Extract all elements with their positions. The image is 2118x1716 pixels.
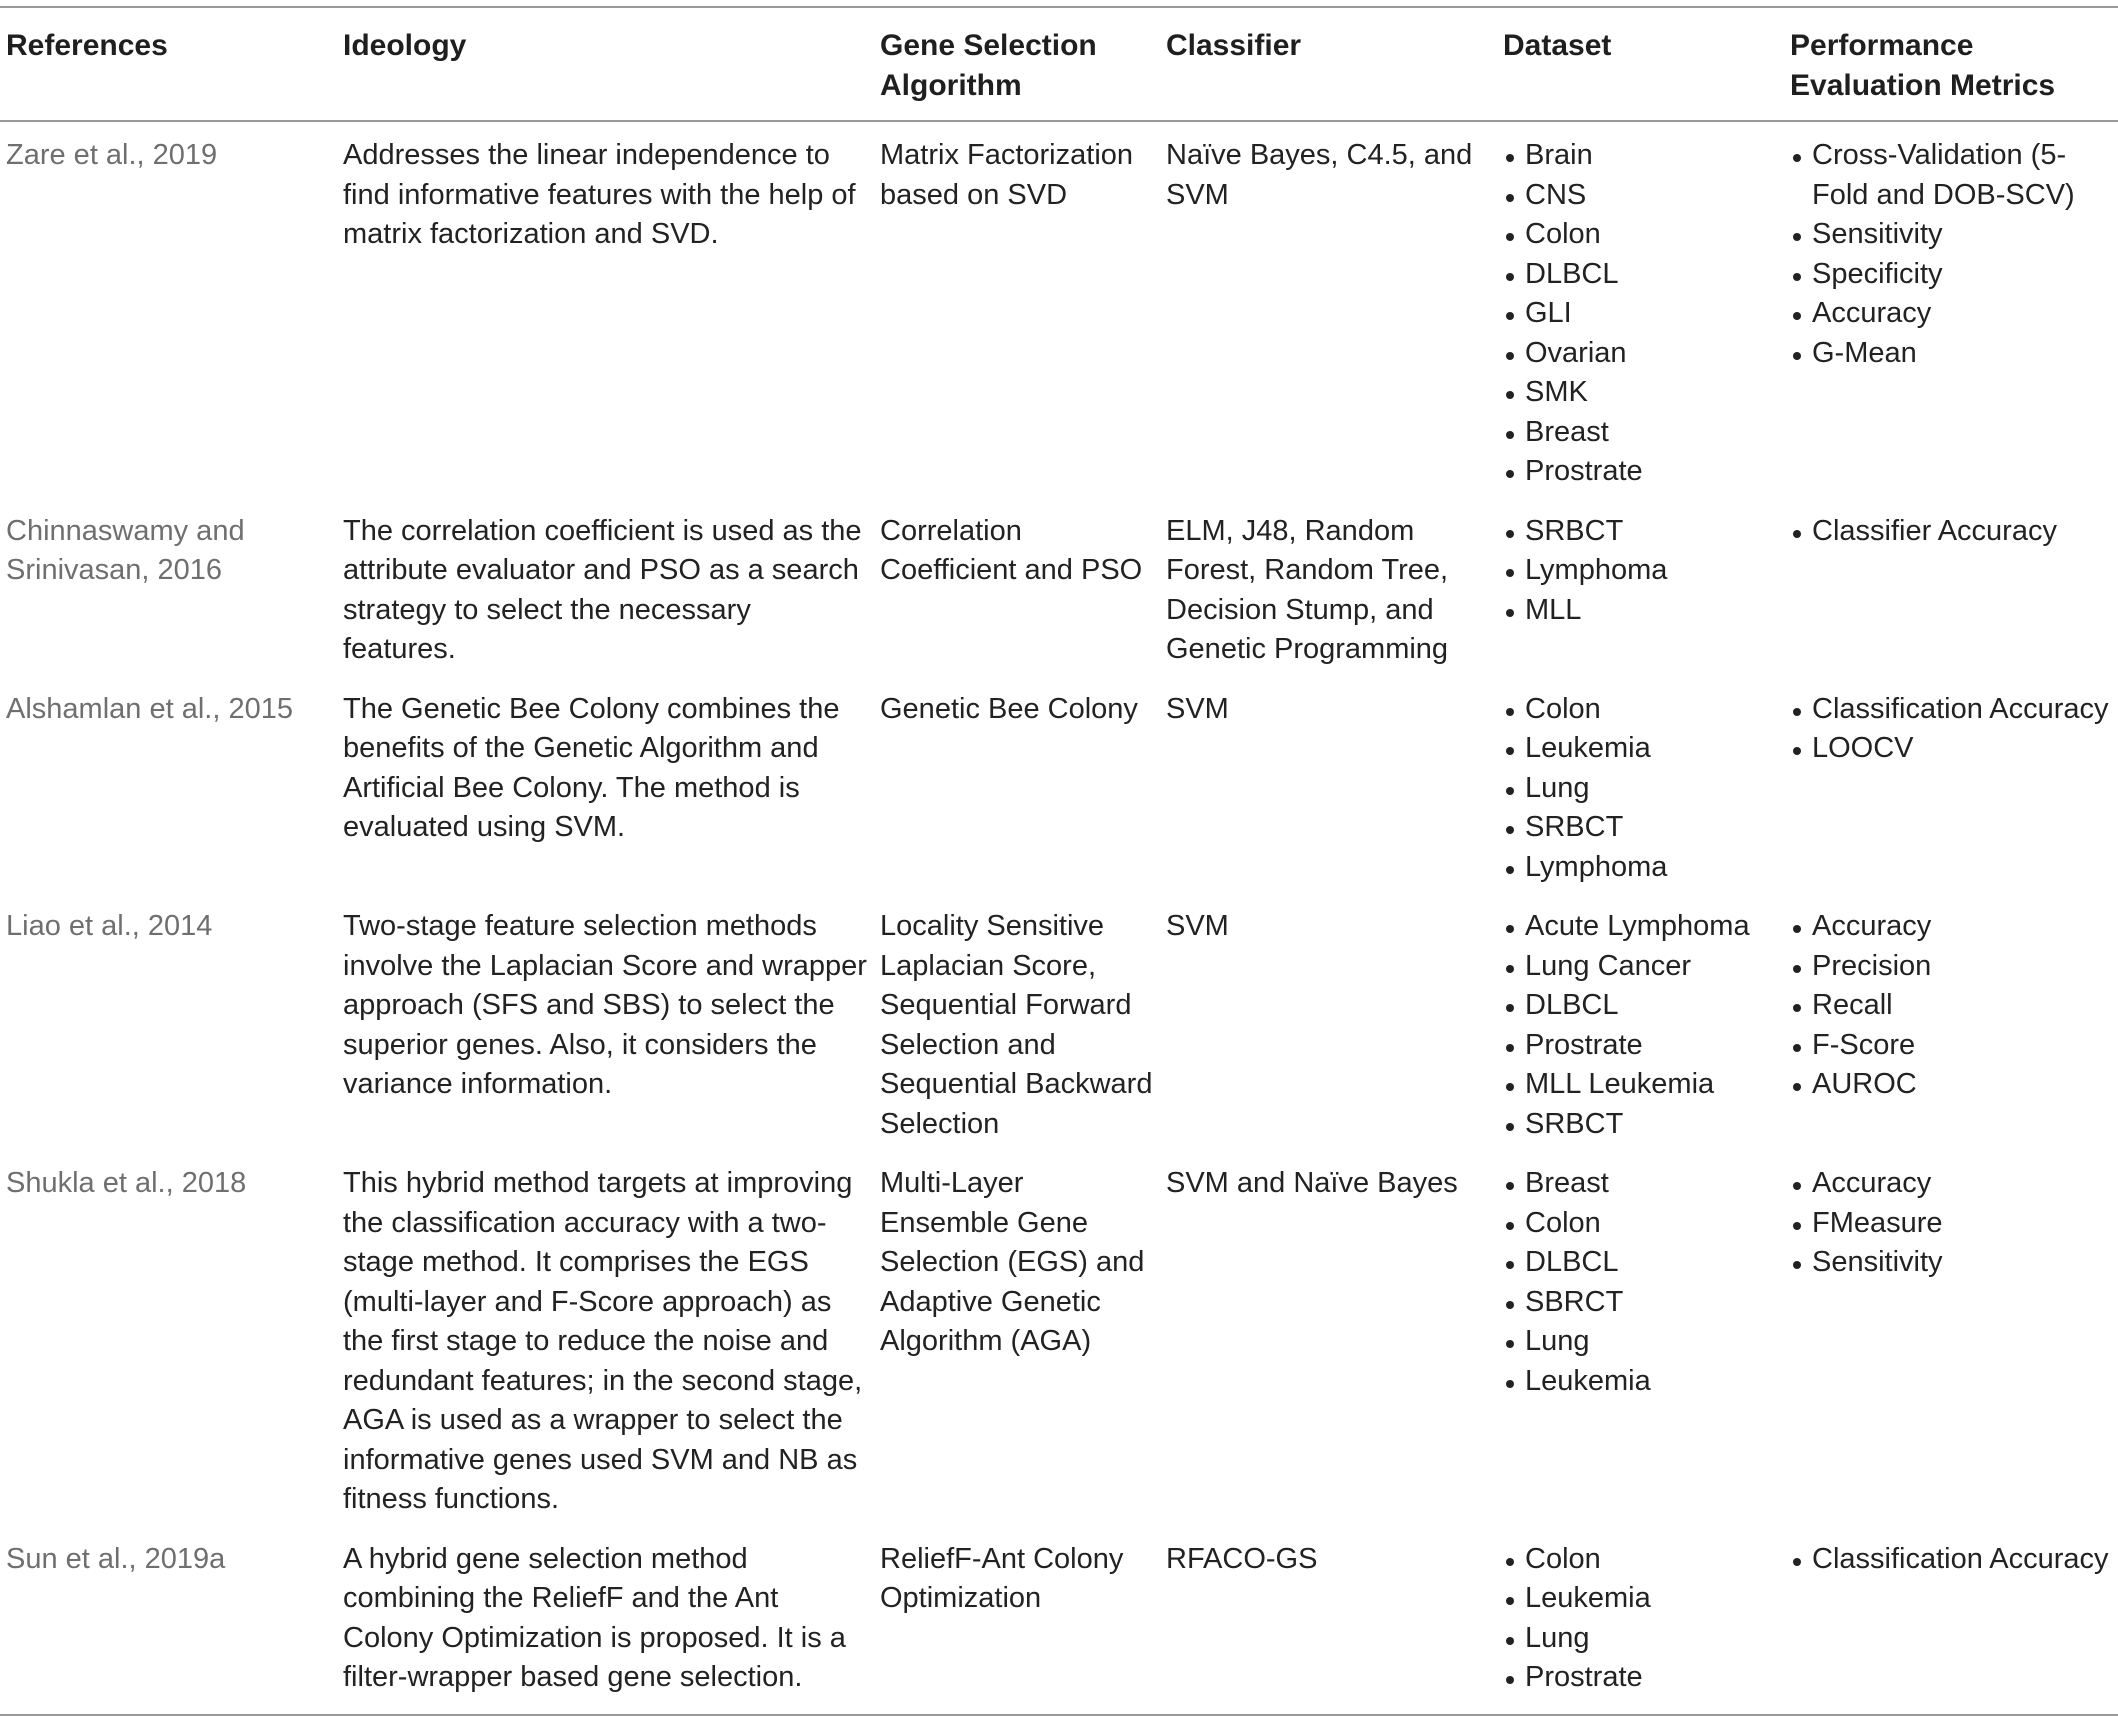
dataset-item: MLL Leukemia <box>1503 1065 1778 1105</box>
dataset-cell <box>1497 893 1784 1150</box>
metrics-cell <box>1784 676 2118 894</box>
dataset-item: Lymphoma <box>1503 848 1778 888</box>
dataset-item: SRBCT <box>1503 808 1778 848</box>
metrics-cell <box>1784 1526 2118 1715</box>
dataset-item: DLBCL <box>1503 986 1778 1026</box>
metric-item: AUROC <box>1790 1065 2112 1105</box>
classifier-cell: RFACO-GS <box>1166 1542 1318 1575</box>
metric-item: Sensitivity <box>1790 1243 2112 1283</box>
gene-selection-cell: Genetic Bee Colony <box>880 692 1138 725</box>
metric-item: Classification Accuracy <box>1790 690 2112 730</box>
ideology-cell: This hybrid method targets at improving the classification accuracy with a two-stage method. It comprises the EGS (multi-layer and F-Score approach) as the first stage to reduce the noise and redundant features; in the second stage, AGA is used as a wrapper to select the informative genes used SVM and NB as fitness functions. <box>343 1167 863 1515</box>
reference-cell: Zare et al., 2019 <box>6 139 218 171</box>
metrics-cell <box>1784 498 2118 676</box>
metrics-list <box>1790 1540 2112 1580</box>
dataset-list <box>1503 136 1778 492</box>
reference-cell: Alshamlan et al., 2015 <box>6 692 293 725</box>
reference-cell: Shukla et al., 2018 <box>6 1167 247 1199</box>
metric-item: Sensitivity <box>1790 215 2112 255</box>
dataset-item: SRBCT <box>1503 1105 1778 1145</box>
dataset-item: Lung Cancer <box>1503 947 1778 987</box>
header-dataset: Dataset <box>1503 29 1612 62</box>
metric-item: Recall <box>1790 986 2112 1026</box>
dataset-item: Colon <box>1503 690 1778 730</box>
dataset-list <box>1503 512 1778 631</box>
metric-item: Accuracy <box>1790 1164 2112 1204</box>
gene-selection-cell: Multi-Layer Ensemble Gene Selection (EGS) and Adaptive Genetic Algorithm (AGA) <box>880 1167 1145 1357</box>
dataset-cell <box>1497 1526 1784 1715</box>
classifier-cell: SVM and Naïve Bayes <box>1166 1167 1458 1199</box>
dataset-item: Leukemia <box>1503 1362 1778 1402</box>
dataset-item: Lung <box>1503 1322 1778 1362</box>
table-header-row <box>0 7 2118 121</box>
metric-item: Classifier Accuracy <box>1790 512 2112 552</box>
dataset-item: Leukemia <box>1503 729 1778 769</box>
dataset-item: Ovarian <box>1503 334 1778 374</box>
dataset-item: CNS <box>1503 176 1778 216</box>
reference-cell: Chinnaswamy and Srinivasan, 2016 <box>6 514 245 586</box>
gene-selection-cell: Correlation Coefficient and PSO <box>880 514 1143 586</box>
reference-cell: Sun et al., 2019a <box>6 1542 226 1575</box>
dataset-item: SBRCT <box>1503 1283 1778 1323</box>
metrics-list <box>1790 1164 2112 1283</box>
ideology-cell: The Genetic Bee Colony combines the benefits of the Genetic Algorithm and Artificial Bee Colony. The method is evaluated using SVM. <box>343 692 840 843</box>
dataset-item: Lung <box>1503 1619 1778 1659</box>
dataset-item: Colon <box>1503 215 1778 255</box>
table-row <box>0 893 2118 1150</box>
dataset-item: Lymphoma <box>1503 551 1778 591</box>
dataset-item: DLBCL <box>1503 1243 1778 1283</box>
dataset-item: MLL <box>1503 591 1778 631</box>
metric-item: Specificity <box>1790 255 2112 295</box>
table-row <box>0 676 2118 894</box>
metrics-cell <box>1784 1150 2118 1526</box>
table-body <box>0 121 2118 1715</box>
dataset-cell <box>1497 676 1784 894</box>
dataset-item: Prostrate <box>1503 452 1778 492</box>
dataset-item: Leukemia <box>1503 1579 1778 1619</box>
ideology-cell: Two-stage feature selection methods involve the Laplacian Score and wrapper approach (SFS and SBS) to select the superior genes. Also, it considers the variance information. <box>343 910 867 1100</box>
dataset-list <box>1503 1164 1778 1401</box>
table-row <box>0 498 2118 676</box>
classifier-cell: SVM <box>1166 692 1229 725</box>
gene-selection-cell: Matrix Factorization based on SVD <box>880 139 1134 211</box>
metrics-cell <box>1784 893 2118 1150</box>
header-performance-evaluation-metrics: Performance Evaluation Metrics <box>1790 29 2056 102</box>
dataset-item: Lung <box>1503 769 1778 809</box>
gene-selection-cell: Locality Sensitive Laplacian Score, Sequential Forward Selection and Sequential Backward Selection <box>880 910 1153 1140</box>
metric-item: G-Mean <box>1790 334 2112 374</box>
classifier-cell: SVM <box>1166 910 1229 942</box>
table-row <box>0 1526 2118 1715</box>
dataset-cell <box>1497 121 1784 498</box>
header-references: References <box>6 29 168 62</box>
metric-item: Cross-Validation (5-Fold and DOB-SCV) <box>1790 136 2112 215</box>
gene-selection-cell: ReliefF-Ant Colony Optimization <box>880 1542 1124 1614</box>
dataset-item: Colon <box>1503 1540 1778 1580</box>
header-ideology: Ideology <box>343 29 467 62</box>
metric-item: LOOCV <box>1790 729 2112 769</box>
dataset-list <box>1503 1540 1778 1698</box>
ideology-cell: The correlation coefficient is used as the attribute evaluator and PSO as a search strategy to select the necessary features. <box>343 514 862 665</box>
dataset-item: Breast <box>1503 413 1778 453</box>
header-classifier: Classifier <box>1166 29 1302 62</box>
metrics-cell <box>1784 121 2118 498</box>
dataset-item: Acute Lymphoma <box>1503 907 1778 947</box>
metrics-list <box>1790 907 2112 1105</box>
metric-item: Classification Accuracy <box>1790 1540 2112 1580</box>
metrics-list <box>1790 136 2112 373</box>
dataset-list <box>1503 907 1778 1144</box>
dataset-item: Prostrate <box>1503 1026 1778 1066</box>
reference-cell: Liao et al., 2014 <box>6 910 213 942</box>
dataset-cell <box>1497 1150 1784 1526</box>
gene-selection-comparison-table <box>0 6 2118 1716</box>
metric-item: F-Score <box>1790 1026 2112 1066</box>
ideology-cell: Addresses the linear independence to find informative features with the help of matrix factorization and SVD. <box>343 139 856 250</box>
metrics-list <box>1790 512 2112 552</box>
header-gene-selection-algorithm: Gene Selection Algorithm <box>880 29 1097 102</box>
dataset-item: Breast <box>1503 1164 1778 1204</box>
dataset-cell <box>1497 498 1784 676</box>
metrics-list <box>1790 690 2112 769</box>
metric-item: Accuracy <box>1790 907 2112 947</box>
dataset-item: GLI <box>1503 294 1778 334</box>
dataset-item: Prostrate <box>1503 1658 1778 1698</box>
dataset-item: Brain <box>1503 136 1778 176</box>
table-row <box>0 1150 2118 1526</box>
metric-item: Accuracy <box>1790 294 2112 334</box>
dataset-list <box>1503 690 1778 888</box>
classifier-cell: Naïve Bayes, C4.5, and SVM <box>1166 139 1473 211</box>
dataset-item: DLBCL <box>1503 255 1778 295</box>
dataset-item: SMK <box>1503 373 1778 413</box>
classifier-cell: ELM, J48, Random Forest, Random Tree, Decision Stump, and Genetic Programming <box>1166 514 1449 665</box>
metric-item: FMeasure <box>1790 1204 2112 1244</box>
dataset-item: SRBCT <box>1503 512 1778 552</box>
dataset-item: Colon <box>1503 1204 1778 1244</box>
table-row <box>0 121 2118 498</box>
metric-item: Precision <box>1790 947 2112 987</box>
ideology-cell: A hybrid gene selection method combining the ReliefF and the Ant Colony Optimization is proposed. It is a filter-wrapper based gene selection. <box>343 1542 846 1693</box>
